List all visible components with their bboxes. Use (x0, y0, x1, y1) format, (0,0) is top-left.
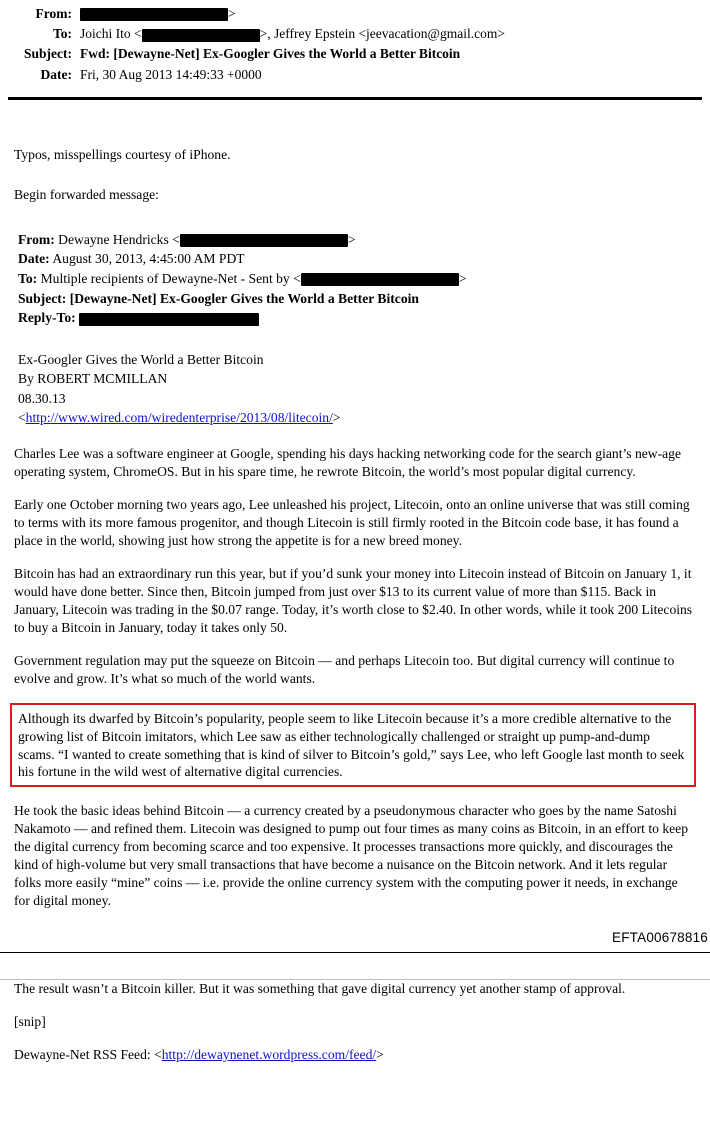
forwarded-date-line (18, 249, 696, 269)
to-label: To: (52, 26, 72, 42)
forwarded-to-suffix: > (458, 271, 467, 287)
article-byline: By ROBERT MCMILLAN (18, 371, 168, 387)
next-page-paragraph: The result wasn’t a Bitcoin killer. But it was something that gave digital currency yet another stamp of approval. (14, 981, 626, 996)
url-close-bracket: > (332, 410, 341, 426)
header-row-date (10, 67, 700, 83)
forwarded-to-line (18, 269, 696, 289)
article-paragraph: Early one October morning two years ago, Lee unleashed his project, Litecoin, onto an online universe that was still coming to terms with its more famous progenitor, and though Litecoin is still firmly rooted in the Bitcoin code base, it has found a place in the world, showing just how strong the appetite is for a new breed money. (14, 497, 690, 549)
forward-intro: Begin forwarded message: (14, 186, 159, 202)
forwarded-from-value: Dewayne Hendricks < (58, 231, 180, 247)
redaction-bar (180, 234, 348, 247)
forwarded-header (18, 230, 696, 329)
forwarded-subject-line (18, 289, 696, 309)
forwarded-date-value: August 30, 2013, 4:45:00 AM PDT (52, 251, 245, 267)
article-header (18, 350, 696, 427)
article-title: Ex-Googler Gives the World a Better Bitcoin (18, 352, 264, 368)
article-paragraph: He took the basic ideas behind Bitcoin — a currency created by a pseudonymous character who goes by the name Satoshi Nakamoto — and refined them. Litecoin was designed to pump out four times as many coins as Bitcoin, in an effort to keep the digital currency from becoming scarce and too expensive. It processes transactions more quickly, and discourages the kind of high-volume but very small transactions that have become a nuisance on the Bitcoin network. And it lets regular folks more easily “mine” coins — i.e. provide the online currency system with the computing power it needs, in exchange for digital money. (14, 803, 688, 909)
to-suffix: >, Jeffrey Epstein <jeevacation@gmail.com> (259, 26, 505, 42)
subject-label: Subject: (24, 46, 72, 62)
redaction-bar (79, 313, 259, 326)
forwarded-to-label: To: (18, 271, 38, 287)
redaction-bar (142, 29, 260, 42)
article-body (14, 445, 696, 910)
rss-feed-line (14, 1046, 696, 1064)
forwarded-replyto-line (18, 308, 696, 328)
article-paragraph: Government regulation may put the squeeze on Bitcoin — and perhaps Litecoin too. But digital currency will continue to evolve and grow. It’s what so much of the world wants. (14, 652, 675, 686)
rss-feed-link[interactable]: http://dewaynenet.wordpress.com/feed/ (161, 1046, 377, 1062)
article-url-line (18, 408, 696, 427)
header-divider (8, 97, 702, 100)
to-prefix: Joichi Ito < (80, 26, 142, 42)
subject-value: Fwd: [Dewayne-Net] Ex-Googler Gives the World a Better Bitcoin (80, 46, 461, 62)
header-row-to (10, 26, 700, 42)
forwarded-date-label: Date: (18, 251, 50, 267)
email-header (0, 0, 710, 83)
from-label: From: (35, 6, 72, 21)
forwarded-subject-label: Subject: (18, 290, 67, 306)
rss-close-bracket: > (376, 1046, 384, 1062)
article-url-link[interactable]: http://www.wired.com/wiredenterprise/2013/08/litecoin/ (25, 410, 333, 426)
forwarded-from-suffix: > (347, 231, 356, 247)
header-row-from (10, 6, 700, 22)
highlighted-paragraph: Although its dwarfed by Bitcoin’s popularity, people seem to like Litecoin because it’s a more credible alternative to the growing list of Bitcoin imitators, which Lee saw as either technologically challenged or straight up pump-and-dump scams. “I wanted to create something that is kind of silver to Bitcoin’s gold,” says Lee, who left Google last month to seek his fortune in the wild west of alternative digital currencies. (18, 710, 685, 780)
highlight-annotation-box (10, 703, 696, 788)
from-value (80, 6, 700, 22)
date-value: Fri, 30 Aug 2013 14:49:33 +0000 (80, 66, 262, 82)
forwarded-subject-value: [Dewayne-Net] Ex-Googler Gives the World a Better Bitcoin (69, 290, 419, 306)
typos-note: Typos, misspellings courtesy of iPhone. (14, 146, 231, 162)
to-value (80, 26, 700, 42)
article-paragraph: Charles Lee was a software engineer at Google, spending his days hacking networking code for the search giant’s new-age operating system, ChromeOS. But in his spare time, he rewrote Bitcoin, the world’s most popular digital currency. (14, 446, 681, 480)
forwarded-replyto-label: Reply-To: (18, 310, 76, 326)
redaction-bar (80, 8, 228, 21)
page-gap (0, 953, 710, 980)
forwarded-from-line (18, 230, 696, 250)
from-suffix: > (228, 6, 236, 21)
forwarded-to-value: Multiple recipients of Dewayne-Net - Sent by < (40, 271, 301, 287)
redaction-bar (301, 273, 459, 286)
date-label: Date: (40, 66, 72, 82)
url-open-bracket: < (18, 410, 26, 426)
article-date: 08.30.13 (18, 390, 66, 406)
bates-number: EFTA00678816 (612, 930, 708, 945)
header-row-subject (10, 46, 700, 62)
snip-marker: [snip] (14, 1013, 46, 1029)
rss-feed-label: Dewayne-Net RSS Feed: < (14, 1046, 162, 1062)
article-paragraph: Bitcoin has had an extraordinary run this year, but if you’d sunk your money into Litecoin instead of Bitcoin on January 1, it would have done better. Since then, Bitcoin jumped from just over $13 to its current value of more than $115. Back in January, Litecoin was trading in the $0.07 range. Today, it’s worth close to $2.40. In other words, while it took 200 Litecoins to buy a Bitcoin in January, today it takes only 50. (14, 566, 693, 635)
next-page-fragment (0, 980, 710, 1079)
email-body (0, 146, 710, 910)
forwarded-from-label: From: (18, 231, 55, 247)
